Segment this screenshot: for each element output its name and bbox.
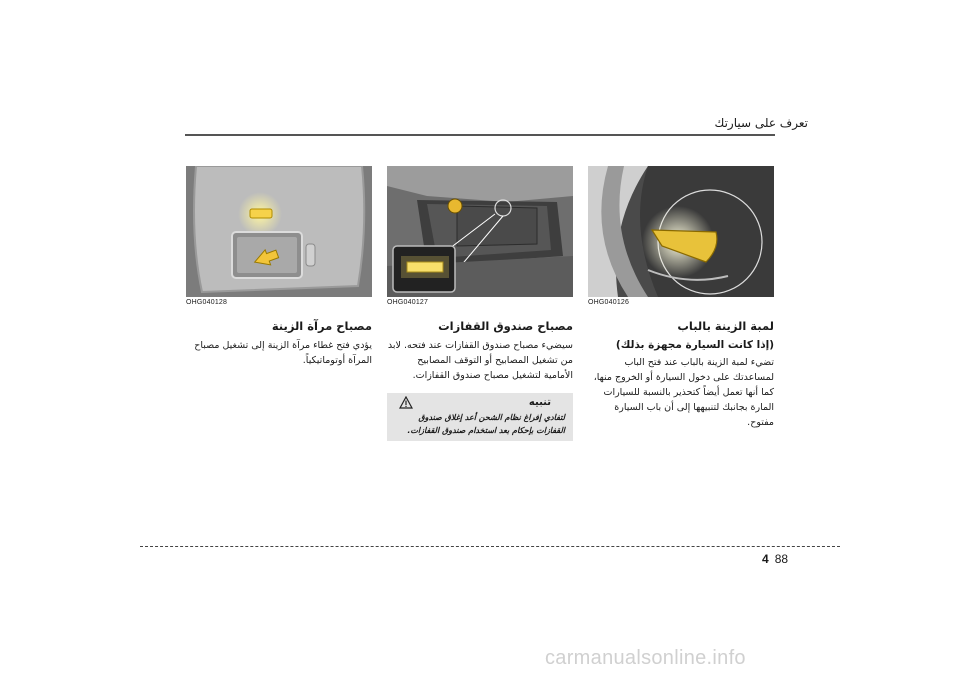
figure-code: OHG040128 [186, 299, 228, 306]
chapter-number: 4 [762, 552, 769, 566]
vanity-lamp-section [186, 318, 372, 368]
notice-title: تنبيه [528, 397, 551, 408]
section-heading: لمبة الزينة بالباب [677, 319, 774, 333]
section-heading: مصباح مرآة الزينة [271, 319, 372, 333]
section-body: سيضيء مصباح صندوق القفازات عند فتحه. لابد من تشغيل المصابيح أو التوقف المصابيح الأمامية لتشغيل مصباح صندوق القفازات. [387, 340, 573, 381]
figure-code: OHG040126 [588, 299, 630, 306]
caution-notice [387, 393, 573, 441]
footer-rule [140, 546, 840, 547]
warning-triangle-icon [399, 396, 413, 409]
door-lamp-illustration [588, 166, 774, 297]
page-number [762, 552, 788, 566]
glovebox-figure [387, 166, 573, 297]
door-lamp-figure [588, 166, 774, 297]
watermark: carmanualsonline.info [545, 647, 746, 669]
section-subtitle: (إذا كانت السيارة مجهزة بذلك) [615, 339, 774, 351]
page-count: 88 [774, 552, 789, 566]
glovebox-illustration [387, 166, 573, 297]
figure-code: OHG040127 [387, 299, 429, 306]
vanity-mirror-illustration [186, 166, 372, 297]
section-heading: مصباح صندوق القفازات [438, 319, 573, 333]
notice-body: لتفادي إفراغ نظام الشحن أعد إغلاق صندوق القفازات بإحكام بعد استخدام صندوق القفازات. [407, 413, 565, 435]
vanity-mirror-figure [186, 166, 372, 297]
header-rule [185, 134, 775, 136]
chapter-title: تعرف على سيارتك [714, 116, 808, 130]
glovebox-lamp-section [387, 318, 573, 383]
section-body: تضيء لمبة الزينة بالباب عند فتح الباب لمساعدتك على دخول السيارة أو الخروج منها، كما أنها تعمل أيضاً كتحذير بالنسبة للسيارات المارة بجانبك لتنبيهها إلى أن باب السيارة مفتوح. [593, 357, 774, 428]
door-lamp-section [588, 318, 774, 430]
section-body: يؤدي فتح غطاء مرآة الزينة إلى تشغيل مصباح المرآة أوتوماتيكياً. [194, 340, 372, 366]
